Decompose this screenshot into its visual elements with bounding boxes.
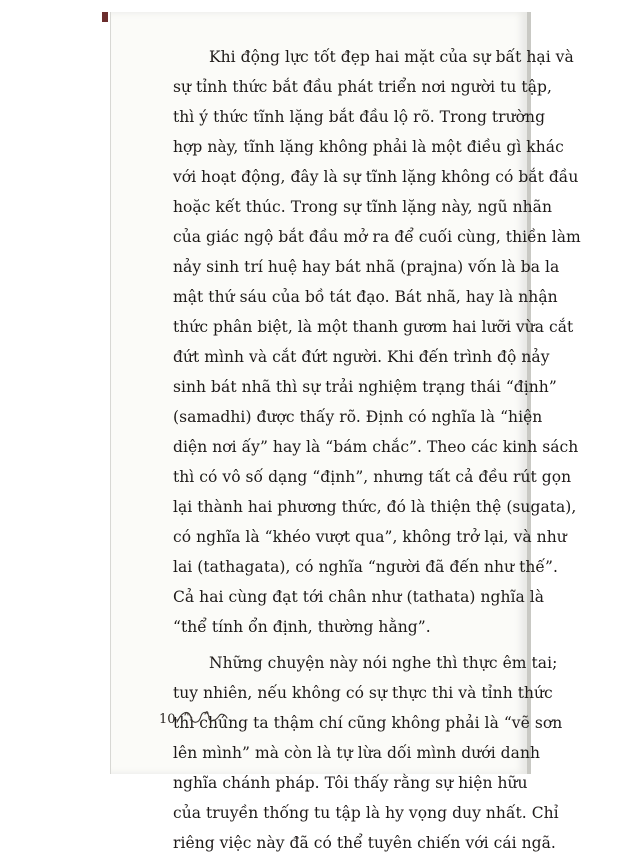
text-line: riêng việc này đã có thể tuyên chiến với cái ngã. xyxy=(173,834,556,852)
page-body-text xyxy=(173,42,581,858)
text-line: thức phân biệt, là một thanh gươm hai lưỡi vừa cắt xyxy=(173,318,574,336)
text-line: sự tỉnh thức bắt đầu phát triển nơi người tu tập, xyxy=(173,78,552,96)
vine-flourish-icon xyxy=(175,706,229,728)
book-edge-left xyxy=(102,12,108,22)
text-line: có nghĩa là “khéo vượt qua”, không trở lại, và như xyxy=(173,528,567,546)
text-line: nảy sinh trí huệ hay bát nhã (prajna) vốn là ba la xyxy=(173,258,560,276)
text-line: tuy nhiên, nếu không có sự thực thi và tỉnh thức xyxy=(173,684,553,702)
page-number: 10 xyxy=(159,712,176,727)
text-line: (samadhi) được thấy rõ. Định có nghĩa là “hiện xyxy=(173,408,543,426)
text-line: hoặc kết thúc. Trong sự tĩnh lặng này, ngũ nhãn xyxy=(173,198,552,216)
text-line: diện nơi ấy” hay là “bám chắc”. Theo các kinh sách xyxy=(173,438,579,456)
text-line: của giác ngộ bắt đầu mở ra để cuối cùng, thiền làm xyxy=(173,228,581,246)
text-line: của truyền thống tu tập là hy vọng duy nhất. Chỉ xyxy=(173,804,559,822)
text-line: “thể tính ổn định, thường hằng”. xyxy=(173,618,431,636)
paragraph-1 xyxy=(173,42,581,642)
text-line: với hoạt động, đây là sự tĩnh lặng không có bắt đầu xyxy=(173,168,579,186)
text-line: thì có vô số dạng “định”, nhưng tất cả đều rút gọn xyxy=(173,468,572,486)
book-page xyxy=(110,12,581,852)
text-line: sinh bát nhã thì sự trải nghiệm trạng thái “định” xyxy=(173,378,557,396)
paragraph-2 xyxy=(173,648,563,858)
text-line: mật thứ sáu của bồ tát đạo. Bát nhã, hay là nhận xyxy=(173,288,558,306)
text-line: nghĩa chánh pháp. Tôi thấy rằng sự hiện hữu xyxy=(173,774,528,792)
text-line: thì chúng ta thậm chí cũng không phải là “vẽ sơn xyxy=(173,714,563,732)
text-line: lên mình” mà còn là tự lừa dối mình dưới danh xyxy=(173,744,541,762)
text-line: Cả hai cùng đạt tới chân như (tathata) nghĩa là xyxy=(173,588,545,606)
text-line: lai (tathagata), có nghĩa “người đã đến như thế”. xyxy=(173,558,558,576)
text-line: lại thành hai phương thức, đó là thiện thệ (sugata), xyxy=(173,498,577,516)
text-line: đứt mình và cắt đứt người. Khi đến trình độ nảy xyxy=(173,348,550,366)
text-line: hợp này, tĩnh lặng không phải là một điều gì khác xyxy=(173,138,564,156)
text-line: Những chuyện này nói nghe thì thực êm tai; xyxy=(209,654,558,672)
text-line: thì ý thức tĩnh lặng bắt đầu lộ rõ. Trong trường xyxy=(173,108,546,126)
text-line: Khi động lực tốt đẹp hai mặt của sự bất hại và xyxy=(209,48,574,66)
